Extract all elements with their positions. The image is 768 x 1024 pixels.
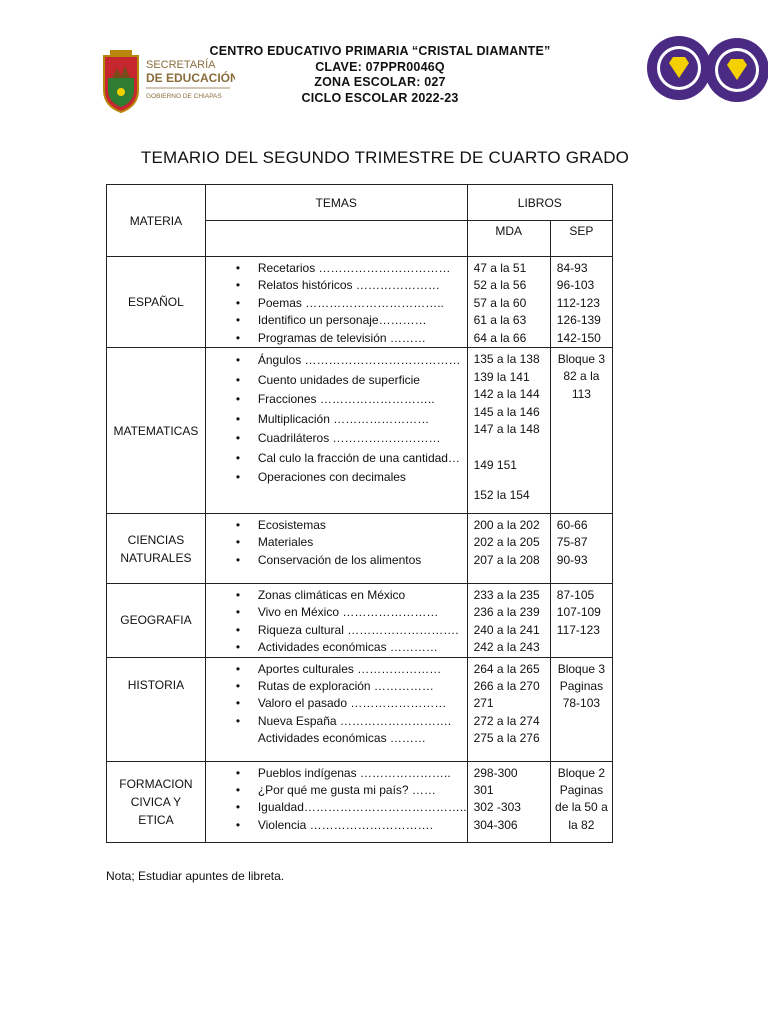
school-header [150,44,610,106]
topic-item: • Zonas climáticas en México [206,587,467,604]
header-materia: MATERIA [107,185,206,257]
materia-cell: CIENCIAS NATURALES [107,514,206,584]
topic-item: • Igualdad………………………………….. [206,799,467,816]
table-row [107,657,613,761]
mda-pages: 271 [473,696,494,711]
sep-pages: 112-123 [556,295,600,310]
sep-pages: 87-105 [556,588,595,603]
seal-icon [647,36,711,100]
cristal-diamante-seals [645,33,768,103]
sep-pages: Bloque 3 [557,661,606,676]
topic-item: • ¿Por qué me gusta mi país? …… [206,782,467,799]
topic-item: • Conservación de los alimentos [206,552,467,569]
mda-pages: 301 [473,783,494,798]
mda-pages: 207 a la 208 [473,552,540,567]
mda-pages: 47 a la 51 [473,261,527,275]
logo-line1: SECRETARÍA [146,59,216,71]
mda-pages: 64 a la 66 [473,330,527,345]
topic-item: • Pueblos indígenas ………………….. [206,765,467,782]
topic-item: • Cuento unidades de superficie [206,371,467,391]
sep-pages: 107-109 [556,605,601,620]
topic-item: Actividades económicas ……… [257,731,426,746]
topic-item: • Rutas de exploración …………… [206,678,467,695]
sep-pages: Bloque 3 [557,352,606,367]
mda-pages: 275 a la 276 [473,731,540,746]
materia-cell: MATEMATICAS [107,348,206,514]
topic-item: • Ángulos ………………………………… [206,351,467,371]
sep-pages: 126-139 [556,313,601,328]
mda-pages: 142 a la 144 [473,387,540,402]
mda-pages: 135 a la 138 [473,352,540,367]
header-temas: TEMAS [205,185,467,221]
mda-pages: 272 a la 274 [473,713,540,728]
topic-item: • Nueva España ………………………. [206,713,467,730]
topic-item: • Violencia …………………………. [206,817,467,834]
table-row [107,761,613,842]
mda-pages: 240 a la 241 [473,622,540,637]
mda-pages: 145 a la 146 [473,404,540,419]
mda-pages: 61 a la 63 [473,313,527,328]
mda-pages: 149 151 [473,457,517,472]
sep-pages: Paginas [559,783,604,798]
mda-pages: 264 a la 265 [473,661,540,676]
school-clave: CLAVE: 07PPR0046Q [315,59,445,74]
header-temas-blank [205,221,467,257]
school-ciclo: CICLO ESCOLAR 2022-23 [301,90,459,105]
sep-pages: Paginas [559,679,604,694]
topic-item: • Riqueza cultural ………………………. [206,622,467,639]
materia-cell: HISTORIA [107,657,206,761]
header-sep: SEP [550,221,612,257]
sep-pages: la 82 [568,817,595,832]
materia-cell: GEOGRAFIA [107,584,206,658]
topic-item: • Aportes culturales ………………… [206,661,467,678]
table-row [107,348,613,514]
topic-item: • Cuadriláteros ……………………… [206,429,467,449]
topic-item: • Identifico un personaje………… [206,312,467,329]
topic-item: • Programas de televisión ……… [206,330,467,347]
mda-pages: 304-306 [473,817,518,832]
sep-pages: 113 [571,386,591,401]
seal-icon [705,38,768,102]
mda-pages: 266 a la 270 [473,679,540,694]
school-name: CENTRO EDUCATIVO PRIMARIA “CRISTAL DIAMANTE” [209,44,551,58]
mda-pages: 52 a la 56 [473,278,527,293]
sep-pages: 82 a la [563,369,600,384]
topic-item: • Poemas …………………………….. [206,295,467,312]
topic-item: • Operaciones con decimales [206,468,467,488]
sep-pages: 75-87 [556,535,588,550]
mda-pages: 302 -303 [473,800,521,815]
topic-item: • Materiales [206,534,467,551]
nota-text: Nota; Estudiar apuntes de libreta. [106,869,285,883]
logo-line2: DE EDUCACIÓN [146,71,235,85]
sep-pages: 96-103 [556,278,595,293]
topic-item: • Fracciones ……………………….. [206,390,467,410]
header-libros: LIBROS [467,185,612,221]
mda-pages: 139 la 141 [473,369,530,384]
mda-pages: 202 a la 205 [473,535,540,550]
temario-table [106,184,613,843]
mda-pages: 200 a la 202 [473,518,540,533]
sep-pages: 78-103 [562,696,601,711]
table-row [107,584,613,658]
sep-pages: Bloque 2 [557,765,606,780]
sep-pages: 90-93 [556,552,588,567]
table-row [107,257,613,348]
mda-pages: 57 a la 60 [473,295,527,310]
sep-pages: 142-150 [556,330,601,345]
materia-cell: ESPAÑOL [107,257,206,348]
topic-item: • Cal culo la fracción de una cantidad… [206,449,467,469]
mda-pages: 242 a la 243 [473,640,540,655]
topic-item: • Vivo en México …………………… [206,604,467,621]
sep-pages: 60-66 [556,518,588,533]
school-zona: ZONA ESCOLAR: 027 [314,75,446,89]
mda-pages: 233 a la 235 [473,588,540,603]
topic-item: • Valoro el pasado …………………… [206,695,467,712]
sep-pages: de la 50 a [555,800,608,815]
mda-pages: 152 la 154 [473,488,530,503]
topic-item: • Relatos históricos ………………… [206,277,467,294]
mda-pages: 236 a la 239 [473,605,540,620]
topic-item: • Multiplicación …………………… [206,410,467,430]
topic-item: • Actividades económicas ………… [206,639,467,656]
mda-pages: 147 a la 148 [473,422,540,437]
topic-item: • Ecosistemas [206,517,467,534]
sep-pages: 84-93 [556,261,588,275]
topic-item: • Recetarios …………………………… [206,260,467,277]
table-row [107,514,613,584]
materia-cell: FORMACION CIVICA Y ETICA [107,761,206,842]
header-mda: MDA [467,221,550,257]
sep-pages: 117-123 [556,622,600,637]
document-title: TEMARIO DEL SEGUNDO TRIMESTRE DE CUARTO GRADO [140,148,630,167]
mda-pages: 298-300 [473,765,518,780]
logo-line3: GOBIERNO DE CHIAPAS [146,93,222,100]
